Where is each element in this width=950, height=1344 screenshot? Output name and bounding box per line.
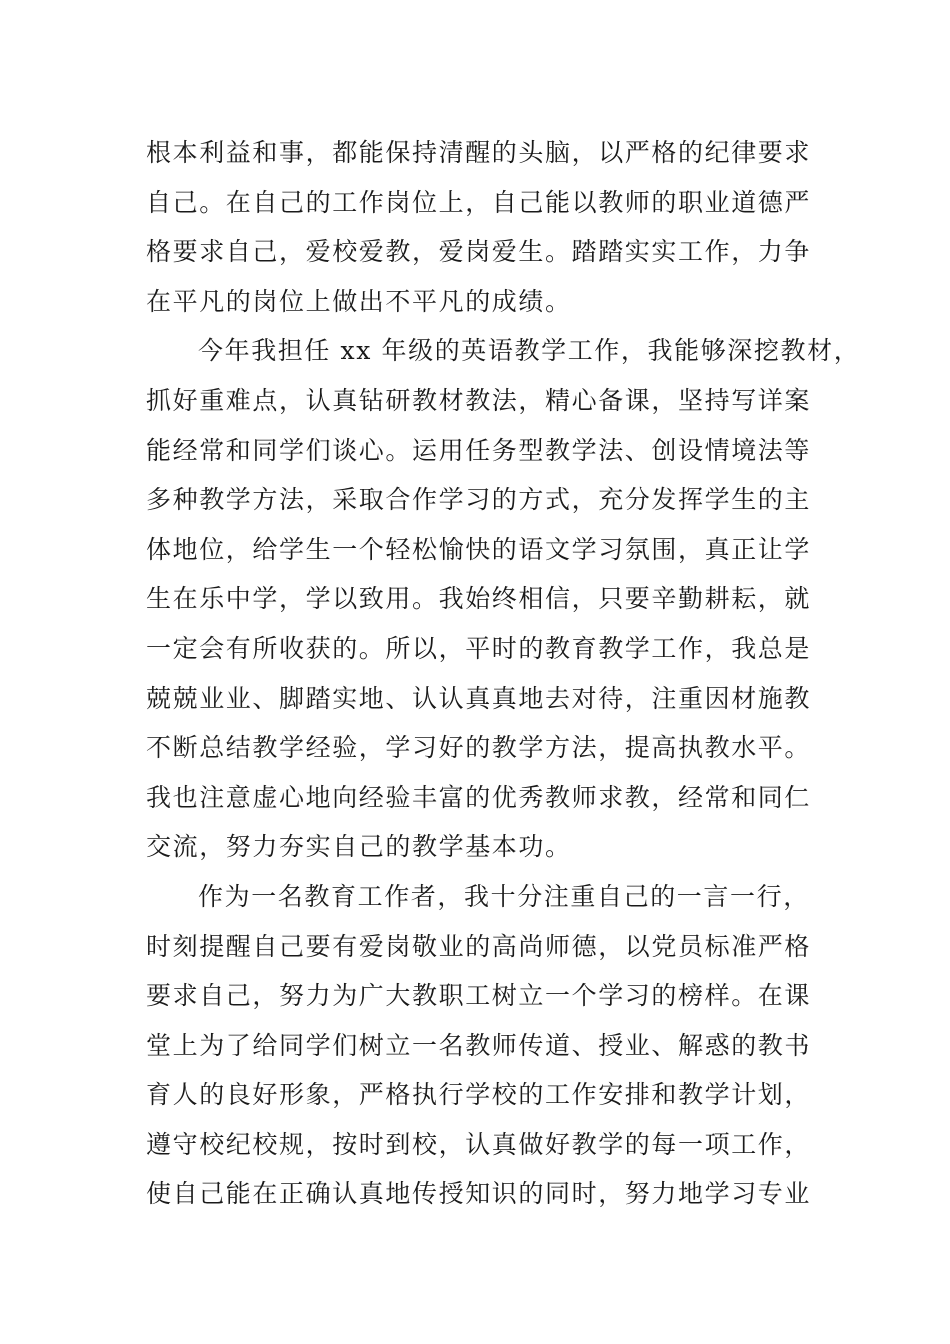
- text-line: 抓好重难点，认真钻研教材教法，精心备课，坚持写详案: [146, 385, 812, 415]
- text-line: 在平凡的岗位上做出不平凡的成绩。: [146, 286, 572, 316]
- document-body: [146, 128, 861, 1219]
- text-line: 不断总结教学经验，学习好的教学方法，提高执教水平。: [146, 733, 812, 763]
- text-line: 遵守校纪校规，按时到校，认真做好教学的每一项工作，: [146, 1129, 812, 1159]
- text-line: 交流，努力夯实自己的教学基本功。: [146, 832, 572, 862]
- text-line: 格要求自己，爱校爱教，爱岗爱生。踏踏实实工作，力争: [146, 237, 812, 267]
- text-line: 我也注意虚心地向经验丰富的优秀教师求教，经常和同仁: [146, 782, 812, 812]
- text-line: 时刻提醒自己要有爱岗敬业的高尚师德，以党员标准严格: [146, 931, 812, 961]
- text-line: 能经常和同学们谈心。运用任务型教学法、创设情境法等: [146, 435, 812, 465]
- text-line: 育人的良好形象，严格执行学校的工作安排和教学计划，: [146, 1080, 812, 1110]
- paragraph-first-line: 今年我担任 xx 年级的英语教学工作，我能够深挖教材，: [198, 336, 861, 366]
- text-line: 生在乐中学，学以致用。我始终相信，只要辛勤耕耘，就: [146, 584, 812, 614]
- text-line: 一定会有所收获的。所以，平时的教育教学工作，我总是: [146, 633, 812, 663]
- text-line: 多种教学方法，采取合作学习的方式，充分发挥学生的主: [146, 485, 812, 515]
- text-line: 体地位，给学生一个轻松愉快的语文学习氛围，真正让学: [146, 534, 812, 564]
- text-line: 要求自己，努力为广大教职工树立一个学习的榜样。在课: [146, 981, 812, 1011]
- text-line: 使自己能在正确认真地传授知识的同时，努力地学习专业: [146, 1179, 812, 1209]
- paragraph-first-line: 作为一名教育工作者，我十分注重自己的一言一行，: [198, 881, 810, 911]
- text-line: 堂上为了给同学们树立一名教师传道、授业、解惑的教书: [146, 1030, 812, 1060]
- text-line: 根本利益和事，都能保持清醒的头脑，以严格的纪律要求: [146, 138, 812, 167]
- text-line: 兢兢业业、脚踏实地、认认真真地去对待，注重因材施教: [146, 683, 812, 713]
- text-line: 自己。在自己的工作岗位上，自己能以教师的职业道德严: [146, 187, 812, 217]
